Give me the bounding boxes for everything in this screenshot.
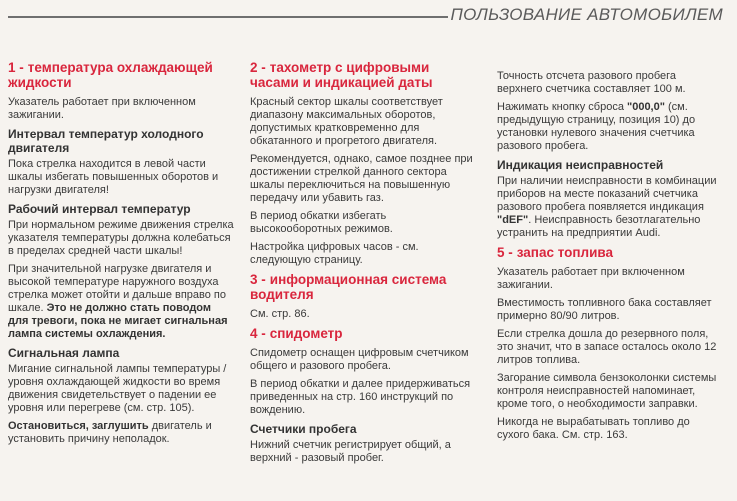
subheading-warning-lamp: Сигнальная лампа [8, 346, 120, 360]
section-5-number: 5 - [497, 245, 513, 260]
paragraph: Пока стрелка находится в левой части шкалы избегать повышенных оборотов и нагрузки двигателя! [8, 158, 219, 196]
paragraph: Спидометр оснащен цифровым счетчиком общего и разового пробега. [250, 347, 469, 372]
paragraph: Рекомендуется, однако, самое позднее при достижении стрелкой данного сектора шкалы переключиться на повышенную передачу или убавить газ. [250, 153, 473, 204]
text-span: . Неисправность безотлагательно устранить на предприятии Audi. [497, 214, 701, 239]
text-span: При наличии неисправности в комбинации приборов на месте показаний счетчика разового пробега появляется индикация [497, 175, 717, 213]
column-3 [497, 70, 723, 447]
subheading-odometers: Счетчики пробега [250, 422, 357, 436]
paragraph: В период обкатки и далее придерживаться приведенных на стр. 160 инструкций по вождению. [250, 378, 471, 416]
text-span: Нажимать кнопку сброса [497, 101, 624, 113]
column-1 [8, 60, 234, 451]
column-2 [250, 60, 478, 470]
section-4-title [250, 326, 478, 341]
paragraph: Загорание символа бензоколонки системы контроля неисправностей напоминает, кроме того, о необходимости заправки. [497, 372, 717, 410]
section-3-title [250, 272, 478, 302]
paragraph: Настройка цифровых часов - см. следующую страницу. [250, 241, 419, 266]
paragraph [8, 420, 234, 446]
paragraph: Красный сектор шкалы соответствует диапазону максимальных оборотов, допустимых кратковременно для обкатанного и прогретого двигателя. [250, 96, 443, 147]
paragraph [497, 175, 723, 240]
paragraph: В период обкатки избегать высокооборотных режимов. [250, 210, 393, 235]
text-span: (см. предыдущую страницу, позиция 10) до установки нулевого значения счетчика разового пробега. [497, 101, 696, 152]
paragraph: Указатель работает при включенном зажигании. [8, 96, 196, 121]
bold-text: "000,0" [623, 101, 665, 113]
paragraph [497, 101, 723, 153]
section-3-heading: информационная система водителя [250, 272, 447, 302]
subheading-cold-engine: Интервал температур холодного двигателя [8, 127, 204, 155]
section-3-number: 3 - [250, 272, 266, 287]
page-header [0, 0, 737, 34]
section-5-title [497, 245, 723, 260]
section-2-number: 2 - [250, 60, 266, 75]
paragraph: Если стрелка дошла до резервного поля, это значит, что в запасе осталось около 12 литров топлива. [497, 328, 717, 366]
subheading-working-range: Рабочий интервал температур [8, 202, 191, 216]
header-rule [8, 16, 448, 18]
section-1-heading: температура охлаждающей жидкости [8, 60, 213, 90]
section-4-number: 4 - [250, 326, 266, 341]
section-5-heading: запас топлива [516, 245, 614, 260]
section-1-number: 1 - [8, 60, 24, 75]
section-2-title [250, 60, 478, 90]
paragraph [8, 263, 234, 341]
text-span: двигатель и установить причину неполадок. [8, 420, 212, 445]
paragraph: Вместимость топливного бака составляет примерно 80/90 литров. [497, 297, 712, 322]
paragraph: Нижний счетчик регистрирует общий, а верхний - разовый пробег. [250, 439, 451, 464]
paragraph: Никогда не вырабатывать топливо до сухого бака. См. стр. 163. [497, 416, 690, 441]
subheading-fault-indication: Индикация неисправностей [497, 158, 664, 172]
section-2-heading: тахометр с цифровыми часами и индикацией даты [250, 60, 433, 90]
paragraph: Мигание сигнальной лампы температуры / уровня охлаждающей жидкости во время движения свидетельствует о падении ее уровня или перегреве (см. стр. 105). [8, 363, 227, 414]
section-1-title [8, 60, 234, 90]
paragraph: Указатель работает при включенном зажигании. [497, 266, 685, 291]
paragraph: Точность отсчета разового пробега верхнего счетчика составляет 100 м. [497, 70, 686, 95]
paragraph: При нормальном режиме движения стрелка указателя температуры должна колебаться в пределах средней части шкалы! [8, 219, 234, 257]
bold-text: Остановиться, заглушить [8, 420, 149, 432]
text-span: При значительной нагрузке двигателя и высокой температуре наружного воздуха стрелка может отойти и дальше вправо по шкале. [8, 263, 226, 314]
section-4-heading: спидометр [269, 326, 343, 341]
paragraph: См. стр. 86. [250, 308, 310, 320]
bold-text: Это не должно стать поводом для тревоги, пока не мигает сигнальная лампа системы охлаждения. [8, 302, 228, 340]
bold-text: "dEF" [497, 214, 529, 226]
page-title: ПОЛЬЗОВАНИЕ АВТОМОБИЛЕМ [450, 5, 723, 24]
